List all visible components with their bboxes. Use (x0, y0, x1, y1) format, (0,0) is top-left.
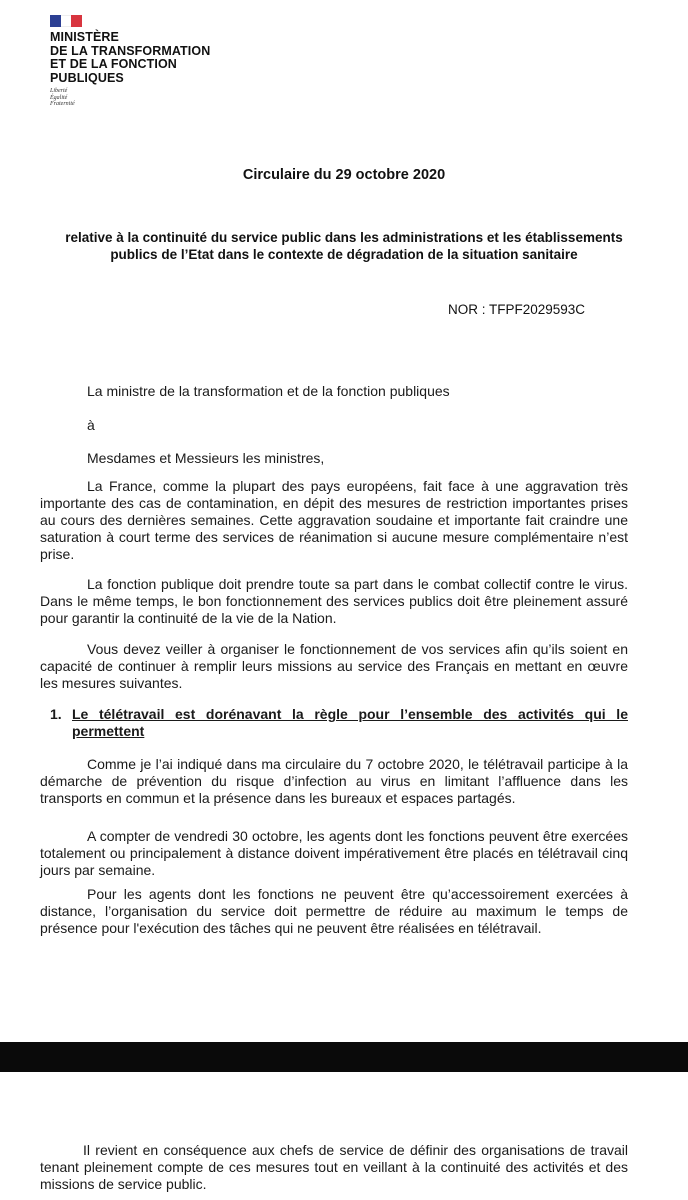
flag-red-stripe (71, 15, 82, 27)
intro-paragraph-3: Vous devez veiller à organiser le fonctionnement de vos services afin qu’ils soient en capacité de continuer à remplir leurs missions au service des Français en mettant en œuvre les mesures suivantes. (40, 641, 628, 691)
section-1-paragraph-3: Pour les agents dont les fonctions ne peuvent être qu’accessoirement exercées à distance, l’organisation du service doit permettre de réduire au maximum le temps de présence pour l'exécution des tâches qui ne peuvent être réalisées en télétravail. (40, 886, 628, 936)
republic-motto (50, 88, 210, 108)
page-2-paragraph: Il revient en conséquence aux chefs de service de définir des organisations de travail tenant pleinement compte de ces mesures tout en veillant à la continuité des activités et des missions de service public. (40, 1142, 628, 1192)
ministry-name (50, 31, 210, 85)
ministry-line: DE LA TRANSFORMATION (50, 43, 211, 58)
to-line: à (87, 417, 95, 433)
flag-white-stripe (61, 15, 72, 27)
section-title: Le télétravail est dorénavant la règle pour l’ensemble des activités qui le permettent (72, 706, 628, 739)
motto-line: Fraternité (50, 101, 75, 107)
recipients-line: Mesdames et Messieurs les ministres, (87, 450, 325, 466)
document-page-2 (0, 1072, 688, 1200)
sender-line: La ministre de la transformation et de la fonction publiques (87, 383, 450, 399)
flag-blue-stripe (50, 15, 61, 27)
document-subject: relative à la continuité du service public dans les administrations et les établissements publics de l’Etat dans le contexte de dégradation de la situation sanitaire (65, 230, 623, 262)
intro-paragraph-2: La fonction publique doit prendre toute sa part dans le combat collectif contre le virus. Dans le même temps, le bon fonctionnement des services publics doit être pleinement assuré pour garantir la continuité de la vie de la Nation. (40, 576, 628, 626)
section-1-paragraph-1: Comme je l’ai indiqué dans ma circulaire du 7 octobre 2020, le télétravail participe à la démarche de prévention du risque d’infection au virus en limitant l’affluence dans les transports en commun et la présence dans les bureaux et espaces partagés. (40, 756, 628, 806)
document-title: Circulaire du 29 octobre 2020 (242, 167, 446, 183)
section-1-heading (50, 706, 628, 740)
ministry-logo (50, 15, 210, 108)
section-1-paragraph-2: A compter de vendredi 30 octobre, les agents dont les fonctions peuvent être exercées totalement ou principalement à distance doivent impérativement être placés en télétravail cinq jours par semaine. (40, 828, 628, 878)
motto-line: Liberté (50, 88, 68, 94)
motto-line: Égalité (50, 94, 68, 101)
page-separator (0, 1042, 688, 1072)
ministry-line: PUBLIQUES (50, 70, 124, 85)
ministry-line: MINISTÈRE (50, 30, 119, 44)
nor-reference: NOR : TFPF2029593C (448, 302, 586, 317)
ministry-line: ET DE LA FONCTION (50, 57, 177, 71)
french-flag-icon (50, 15, 82, 27)
section-number: 1. (50, 706, 62, 722)
intro-paragraph-1: La France, comme la plupart des pays européens, fait face à une aggravation très importante des cas de contamination, en dépit des mesures de restriction importantes prises au cours des dernières semaines. Cette aggravation soudaine et importante fait craindre une saturation à court terme des services de réanimation si aucune mesure complémentaire n’est prise. (40, 478, 628, 562)
